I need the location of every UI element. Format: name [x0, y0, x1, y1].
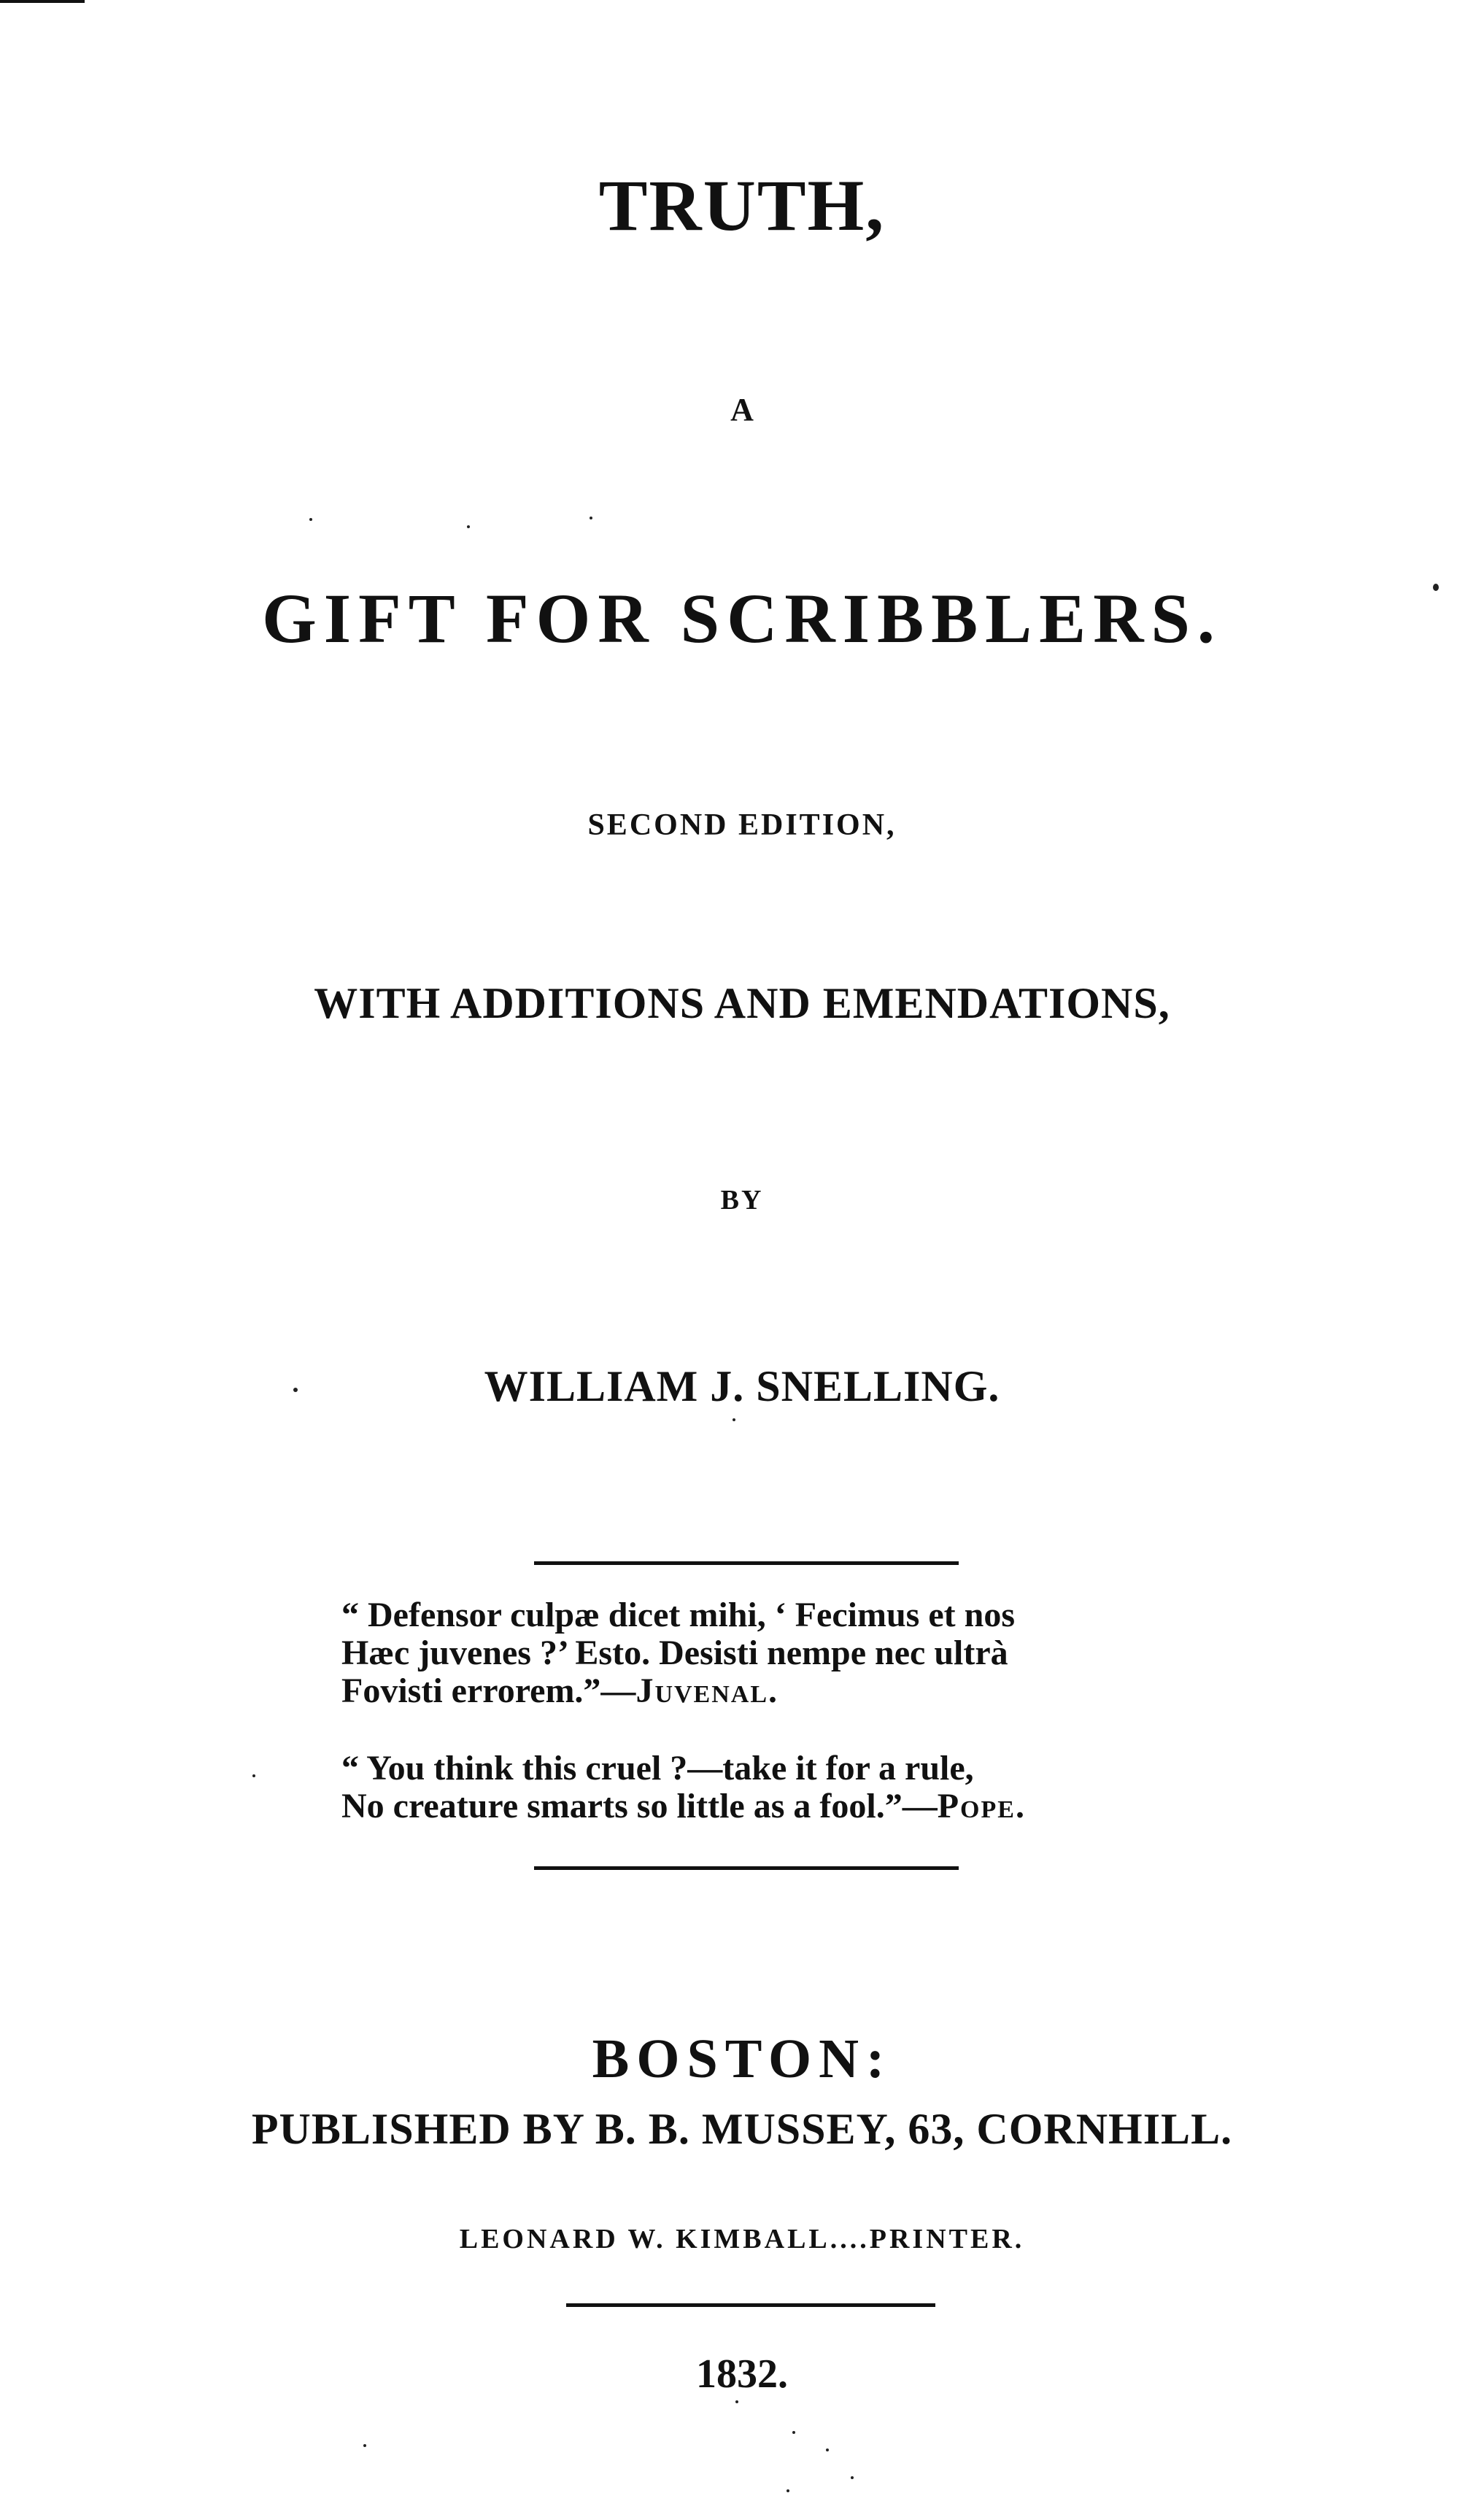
- epigraph-line-text: Fovisti errorem.”—: [341, 1671, 636, 1710]
- epigraph-juvenal: [341, 1596, 1202, 1710]
- print-speck: [293, 1388, 298, 1392]
- epigraph-line-text: No creature smarts so little as a fool.”—: [341, 1787, 938, 1825]
- epigraph-attribution: Juvenal.: [635, 1671, 779, 1710]
- print-speck: [590, 517, 592, 519]
- epigraph-top-rule: [534, 1561, 959, 1565]
- epigraph-line: Hæc juvenes ?’ Esto. Desisti nempe nec ultrà: [341, 1634, 1008, 1672]
- by-line: BY: [720, 1185, 764, 1215]
- print-speck: [792, 2431, 795, 2434]
- edition-statement: SECOND EDITION,: [587, 808, 897, 842]
- print-speck: [363, 2444, 366, 2447]
- author-name: WILLIAM J. SNELLING.: [484, 1362, 1000, 1410]
- print-speck: [735, 2400, 738, 2403]
- additions-statement: WITH ADDITIONS AND EMENDATIONS,: [314, 979, 1170, 1027]
- imprint-city: BOSTON:: [592, 2028, 892, 2090]
- print-speck: [851, 2476, 854, 2479]
- epigraph-bottom-rule: [534, 1866, 959, 1870]
- book-subtitle: GIFT FOR SCRIBBLERS.: [262, 579, 1222, 657]
- epigraph-line: “ Defensor culpæ dicet mihi, ‘ Fecimus et nos: [341, 1596, 1016, 1634]
- imprint-year: 1832.: [696, 2351, 788, 2397]
- print-speck: [826, 2449, 829, 2451]
- epigraph-line: “ You think this cruel ?—take it for a rule,: [341, 1749, 974, 1787]
- imprint-printer: LEONARD W. KIMBALL....PRINTER.: [459, 2224, 1025, 2254]
- imprint-rule: [566, 2303, 935, 2307]
- book-title: TRUTH,: [598, 165, 886, 246]
- epigraph-line: [341, 1787, 1202, 1825]
- print-speck: [309, 518, 312, 521]
- imprint-publisher: PUBLISHED BY B. B. MUSSEY, 63, CORNHILL.: [251, 2105, 1233, 2153]
- print-speck: [467, 525, 470, 528]
- epigraph-attribution: Pope.: [937, 1787, 1026, 1825]
- print-speck: [252, 1774, 255, 1777]
- print-speck: [787, 2489, 789, 2492]
- epigraph-pope: [341, 1750, 1202, 1825]
- corner-rule: [0, 0, 85, 3]
- title-article: A: [730, 392, 754, 428]
- print-speck: [1433, 584, 1439, 591]
- print-speck: [733, 1418, 735, 1421]
- epigraph-line: [341, 1672, 1202, 1710]
